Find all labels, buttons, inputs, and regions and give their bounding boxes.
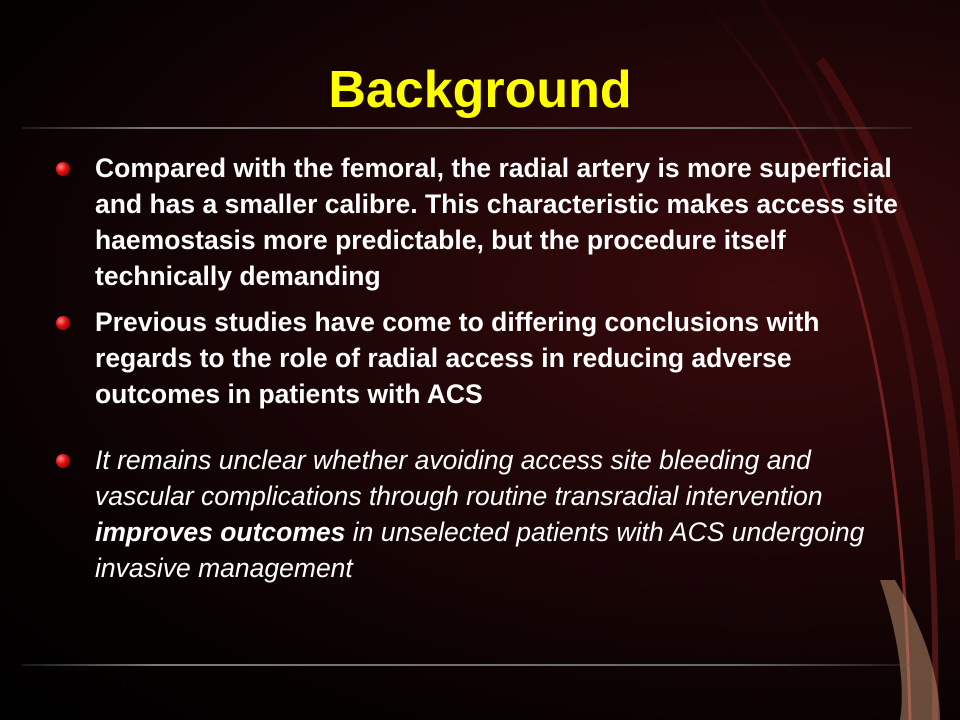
bullet-item-remains-unclear [52,442,912,586]
bullet-text: Previous studies have come to differing conclusions with regards to the role of radial access in reducing adverse outcomes in patients with ACS [95,307,820,409]
bullet-text: Compared with the femoral, the radial artery is more superficial and has a smaller calibre. This characteristic makes access site haemostasis more predictable, but the procedure itself technically demanding [95,153,898,291]
bullet-icon [56,162,70,176]
bullet-item-radial-artery [52,150,912,294]
bullet-text-before: It remains unclear whether avoiding access site bleeding and vascular complications through routine transradial intervention [95,445,823,511]
bullet-emphasis: improves outcomes [95,517,346,547]
bullet-text-after: in unselected patients with ACS undergoing invasive management [95,517,865,583]
slide-title: Background [328,61,632,119]
top-divider [22,127,912,129]
bullet-icon [56,316,70,330]
bottom-divider [22,664,912,666]
bullet-icon [56,454,70,468]
bullet-item-previous-studies [52,304,912,412]
bullet-list [52,150,912,586]
